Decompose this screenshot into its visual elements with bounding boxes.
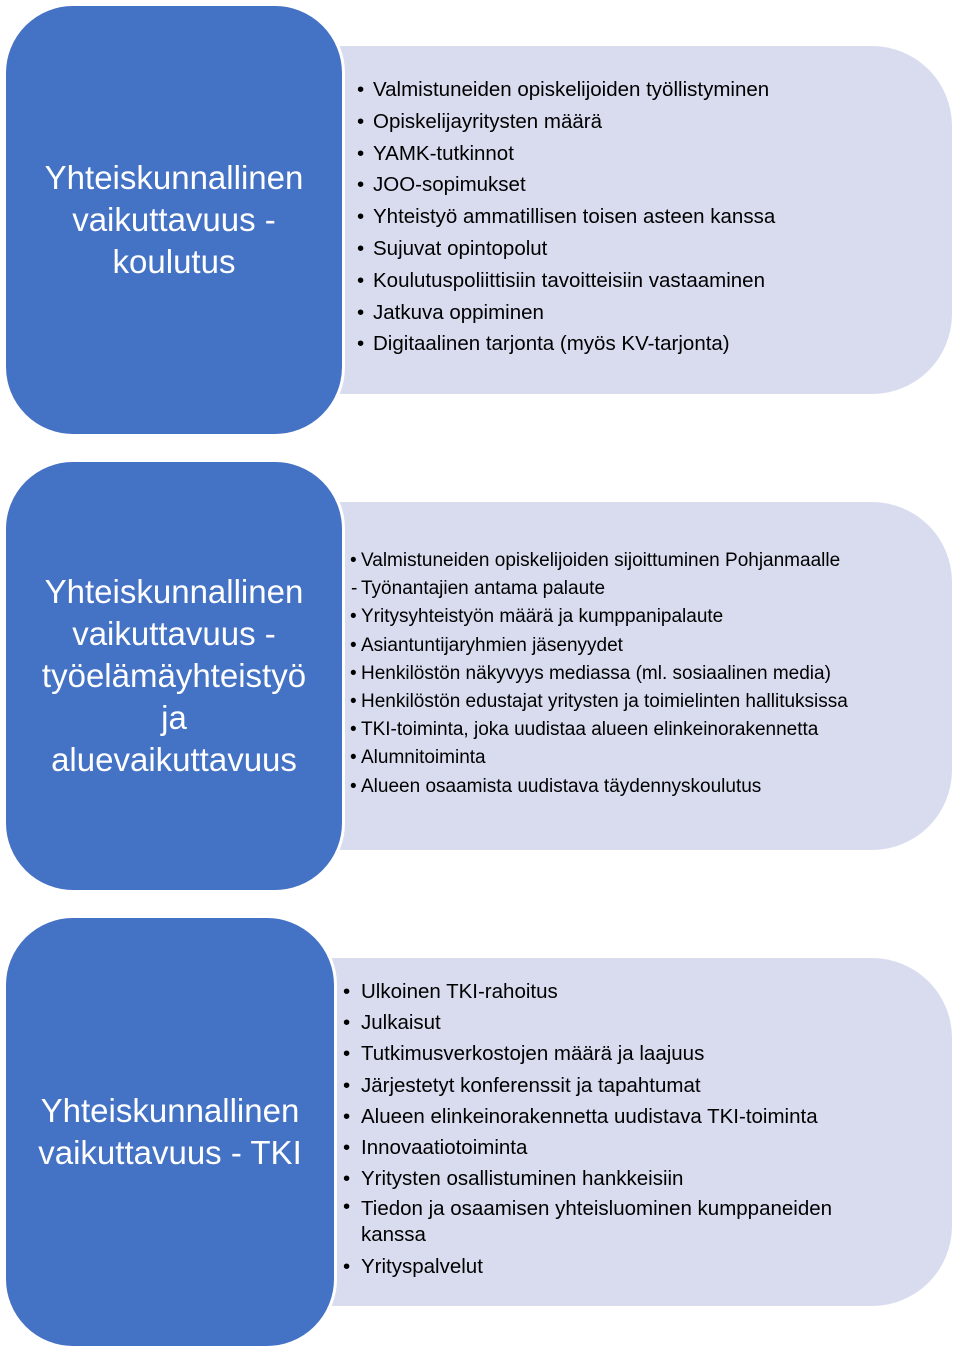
list-item: • YAMK-tutkinnot — [357, 138, 775, 170]
list-item: - Työnantajien antama palaute — [350, 575, 848, 603]
block-2-list — [350, 547, 848, 801]
list-item: • Asiantuntijaryhmien jäsenyydet — [350, 632, 848, 660]
block-3-header — [3, 915, 337, 1349]
list-item: • Koulutuspoliittisiin tavoitteisiin vastaaminen — [357, 265, 775, 297]
block-1-title: Yhteiskunnallinen vaikuttavuus - koulutus — [44, 159, 304, 280]
list-item: • Yritysten osallistuminen hankkeisiin — [343, 1163, 883, 1194]
list-item: • Järjestetyt konferenssit ja tapahtumat — [343, 1070, 883, 1101]
block-2-title: Yhteiskunnallinen vaikuttavuus - työelämäyhteistyö ja aluevaikuttavuus — [41, 573, 307, 778]
block-1-list — [357, 74, 775, 360]
block-3-title: Yhteiskunnallinen vaikuttavuus - TKI — [38, 1092, 302, 1171]
list-item: • Henkilöstön edustajat yritysten ja toimielinten hallituksissa — [350, 688, 848, 716]
list-item: • Julkaisut — [343, 1007, 883, 1038]
list-item: • Ulkoinen TKI-rahoitus — [343, 976, 883, 1007]
list-item: • Innovaatiotoiminta — [343, 1132, 883, 1163]
list-item: • Yrityspalvelut — [343, 1251, 883, 1282]
block-2-header — [3, 459, 345, 893]
block-1-header — [3, 3, 345, 437]
list-item: • Alueen osaamista uudistava täydennyskoulutus — [350, 773, 848, 801]
list-item: • Henkilöstön näkyvyys mediassa (ml. sosiaalinen media) — [350, 660, 848, 688]
list-item: • Valmistuneiden opiskelijoiden työllistyminen — [357, 74, 775, 106]
list-item: • Digitaalinen tarjonta (myös KV-tarjonta) — [357, 328, 775, 360]
list-item: • Sujuvat opintopolut — [357, 233, 775, 265]
list-item: • JOO-sopimukset — [357, 169, 775, 201]
list-item: • TKI-toiminta, joka uudistaa alueen elinkeinorakennetta — [350, 716, 848, 744]
list-item: • Jatkuva oppiminen — [357, 297, 775, 329]
list-item: • Tiedon ja osaamisen yhteisluominen kumppaneiden kanssa — [343, 1194, 883, 1251]
list-item: • Opiskelijayritysten määrä — [357, 106, 775, 138]
list-item: • Yhteistyö ammatillisen toisen asteen kanssa — [357, 201, 775, 233]
list-item: • Alumnitoiminta — [350, 744, 848, 772]
list-item: • Valmistuneiden opiskelijoiden sijoittuminen Pohjanmaalle — [350, 547, 848, 575]
list-item: • Yritysyhteistyön määrä ja kumppanipalaute — [350, 603, 848, 631]
list-item: • Alueen elinkeinorakennetta uudistava TKI-toiminta — [343, 1101, 883, 1132]
block-3-list — [343, 976, 883, 1283]
list-item: • Tutkimusverkostojen määrä ja laajuus — [343, 1038, 883, 1069]
